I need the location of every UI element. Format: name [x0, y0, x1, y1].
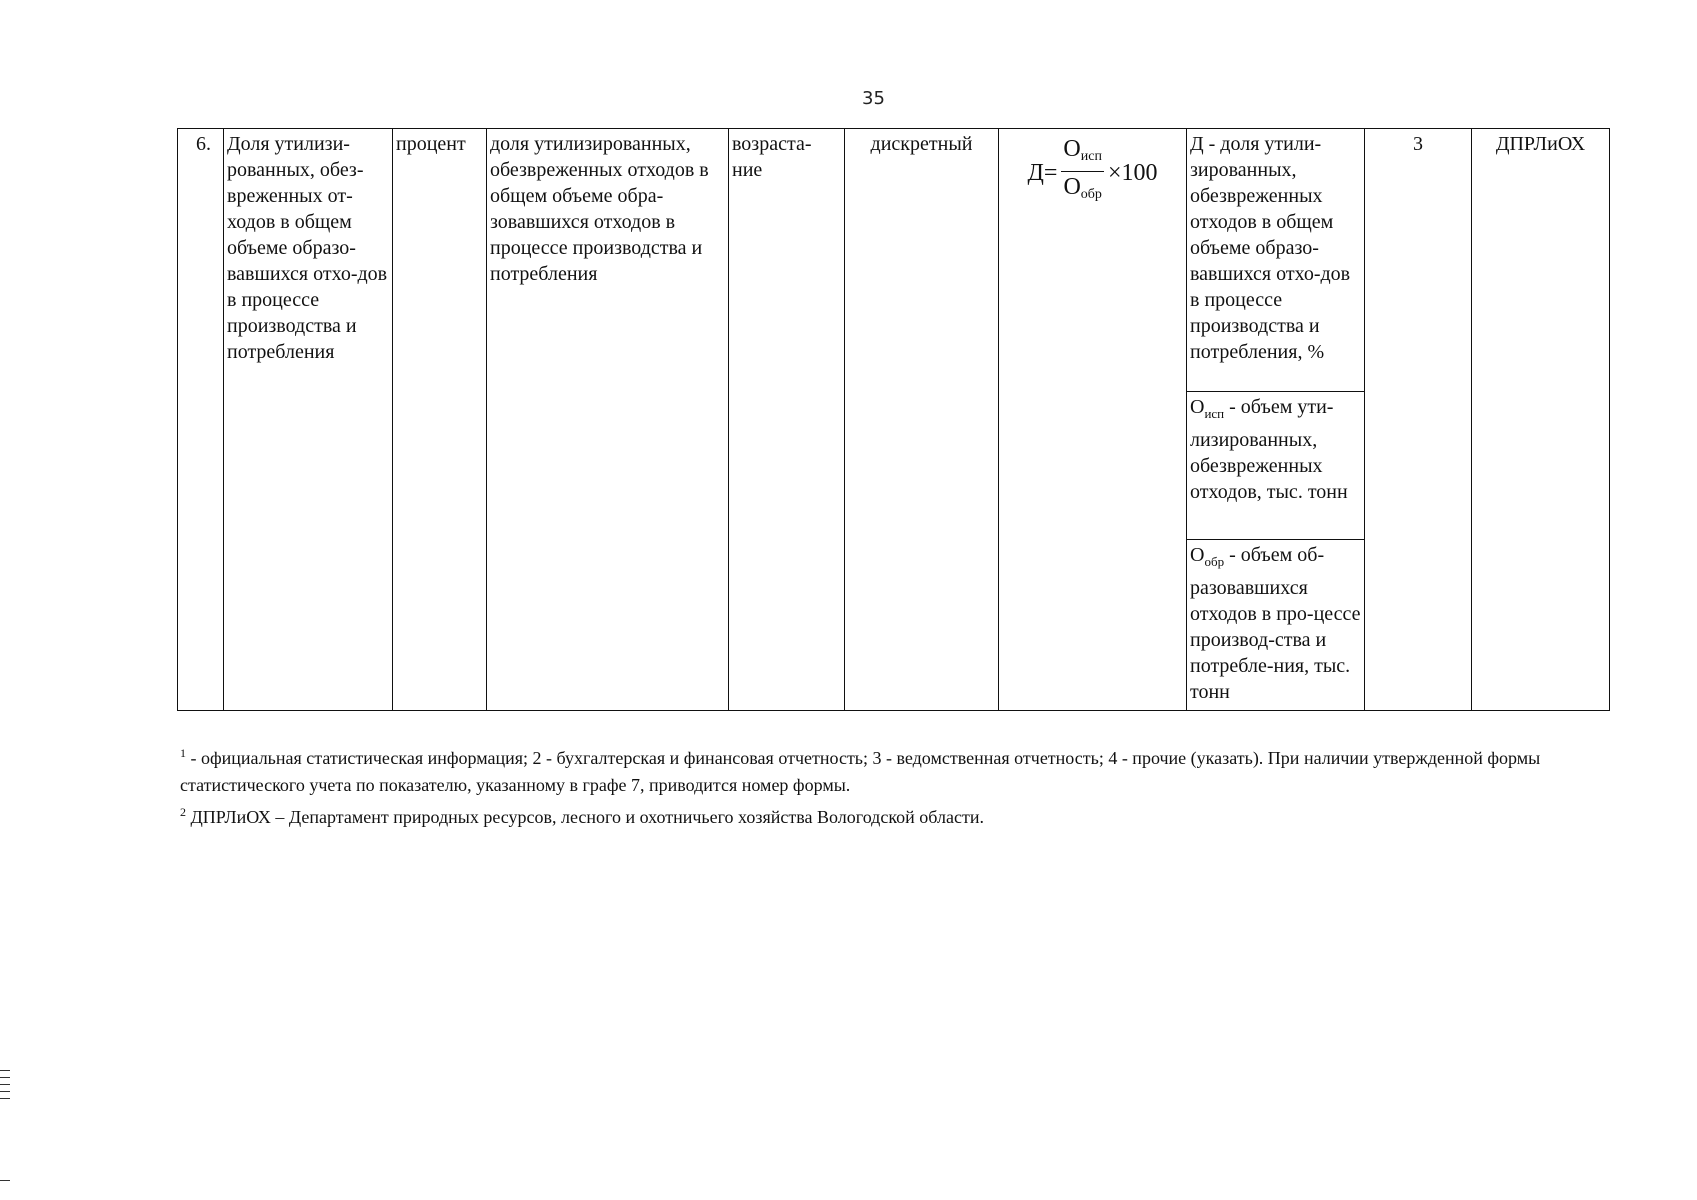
margin-marks [0, 1070, 10, 1105]
formula-cell [999, 129, 1187, 711]
indicator-table [177, 128, 1610, 711]
footnote-1: $^1$ - официальная статистическая информация; 2 - бухгалтерская и финансовая отчетность; 3 - ведомственная отчетность; 4 - прочие (указать). При наличии утвержденной формы статистического учета по показателю, указанному в графе 7, приводится номер формы. [180, 746, 1541, 795]
row-number: 6. [178, 129, 224, 711]
trend-cell: возраста-ние [729, 129, 845, 711]
formula-denominator: $О_{обр}$ [1063, 174, 1102, 202]
formula-multiplier: ×100 [1107, 159, 1158, 186]
formula [1002, 131, 1183, 210]
formula-lhs: Д [1027, 159, 1044, 186]
footnote-2: $^2$ ДПРЛиОХ – Департамент природных ресурсов, лесного и охотничьего хозяйства Вологодской области. [180, 805, 984, 827]
responsible-cell: ДПРЛиОХ [1472, 129, 1610, 711]
definition-cell: доля утилизированных, обезвреженных отходов в общем объеме обра-зовавшихся отходов в процессе производства и потребления [487, 129, 729, 711]
formula-fraction [1061, 135, 1104, 210]
table-row [178, 129, 1610, 392]
margin-dash [0, 1180, 10, 1181]
source-cell: 3 [1365, 129, 1472, 711]
formula-numerator: $О_{исп}$ [1061, 135, 1104, 172]
variable-description: $О_{обр}$ - объем об-разовавшихся отходов в про-цессе производ-ства и потребле-ния, тыс. тонн [1187, 540, 1365, 711]
page-number: 35 [862, 88, 885, 109]
footnotes [180, 740, 1600, 831]
indicator-name: Доля утилизи-рованных, обез-вреженных от-ходов в общем объеме образо-вавшихся отхо-дов в процессе производства и потребления [224, 129, 393, 711]
formula-eq: = [1043, 159, 1058, 186]
type-cell: дискретный [845, 129, 999, 711]
unit-cell: процент [393, 129, 487, 711]
variable-description: Д - доля утили-зированных, обезвреженных отходов в общем объеме образо-вавшихся отхо-дов в процессе производства и потребления, % [1187, 129, 1365, 392]
variable-description: $О_{исп}$ - объем ути-лизированных, обезвреженных отходов, тыс. тонн [1187, 392, 1365, 540]
